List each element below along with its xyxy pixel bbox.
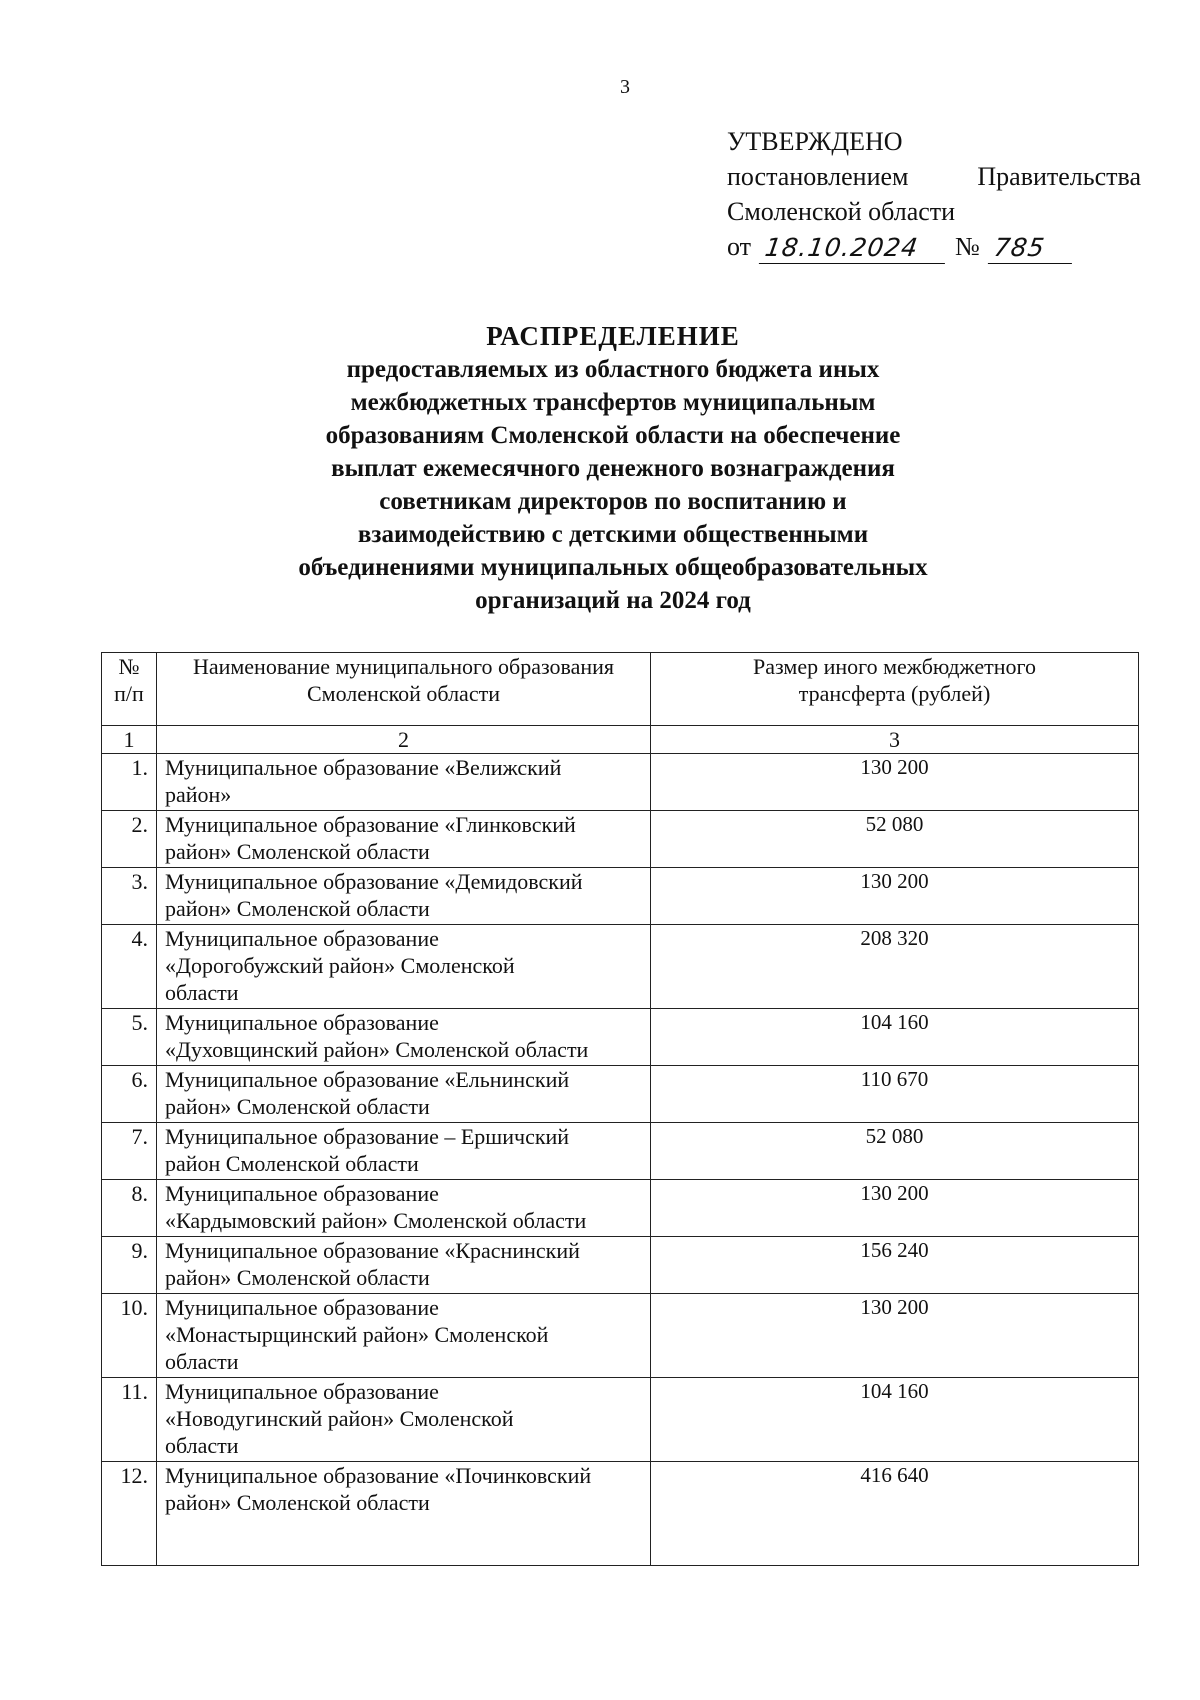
table-row	[102, 925, 1139, 1009]
header-amount-line: Размер иного межбюджетного	[753, 654, 1036, 679]
number-sign: №	[955, 232, 980, 261]
municipality-name-line: «Духовщинский район» Смоленской области	[165, 1037, 589, 1062]
transfer-amount: 130 200	[651, 754, 1139, 811]
approval-heading: УТВЕРЖДЕНО	[727, 127, 903, 156]
table-row	[102, 1009, 1139, 1066]
municipality-name	[157, 925, 651, 1009]
municipality-name-line: район» Смоленской области	[165, 1094, 430, 1119]
municipality-name-line: Муниципальное образование «Велижский	[165, 755, 562, 780]
municipality-name-line: Муниципальное образование	[165, 1379, 439, 1404]
header-municipality-line: Смоленской области	[307, 681, 500, 706]
approval-word-government: Правительства	[977, 162, 1141, 191]
title-line: образованиям Смоленской области на обеспечение	[325, 422, 901, 449]
row-number: 8.	[102, 1180, 157, 1237]
table-row	[102, 1180, 1139, 1237]
municipality-name-line: «Кардымовский район» Смоленской области	[165, 1208, 587, 1233]
municipality-name-line: «Дорогобужский район» Смоленской	[165, 953, 515, 978]
transfer-amount: 52 080	[651, 811, 1139, 868]
transfer-amount: 130 200	[651, 868, 1139, 925]
document-title	[0, 320, 1200, 617]
approval-region: Смоленской области	[727, 197, 956, 226]
row-number: 9.	[102, 1237, 157, 1294]
page-number: 3	[620, 76, 630, 98]
title-line: выплат ежемесячного денежного вознаграждения	[331, 455, 895, 482]
municipality-name-line: район» Смоленской области	[165, 1490, 430, 1515]
column-index: 2	[157, 726, 651, 754]
row-number: 4.	[102, 925, 157, 1009]
header-number-line: п/п	[114, 681, 144, 706]
table-row	[102, 1378, 1139, 1462]
municipality-name	[157, 1009, 651, 1066]
approval-block	[727, 124, 1141, 264]
transfer-amount: 52 080	[651, 1123, 1139, 1180]
header-amount-line: трансферта (рублей)	[798, 681, 991, 706]
row-number: 12.	[102, 1462, 157, 1566]
municipality-name-line: области	[165, 1433, 239, 1458]
transfer-amount: 130 200	[651, 1180, 1139, 1237]
header-municipality-line: Наименование муниципального образования	[192, 654, 615, 679]
municipality-name-line: Муниципальное образование	[165, 1010, 439, 1035]
municipality-name-line: «Монастырщинский район» Смоленской	[165, 1322, 549, 1347]
column-index-row	[102, 726, 1139, 754]
approval-line-2	[727, 159, 1141, 194]
municipality-name-line: район» Смоленской области	[165, 896, 430, 921]
municipality-name-line: Муниципальное образование «Ельнинский	[165, 1067, 570, 1092]
column-index: 3	[651, 726, 1139, 754]
header-municipality	[157, 653, 651, 726]
title-line: объединениями муниципальных общеобразовательных	[298, 554, 928, 581]
column-index: 1	[102, 726, 157, 754]
table-row	[102, 868, 1139, 925]
header-amount	[651, 653, 1139, 726]
municipality-name	[157, 811, 651, 868]
municipality-name-line: Муниципальное образование	[165, 926, 439, 951]
approval-date-line	[727, 229, 1141, 264]
municipality-name	[157, 1462, 651, 1566]
municipality-name	[157, 1237, 651, 1294]
municipality-name	[157, 1294, 651, 1378]
table-header-row	[102, 653, 1139, 726]
municipality-name-line: области	[165, 1349, 239, 1374]
table-row	[102, 1123, 1139, 1180]
transfer-amount: 416 640	[651, 1462, 1139, 1566]
municipality-name-line: район» Смоленской области	[165, 839, 430, 864]
municipality-name	[157, 1066, 651, 1123]
row-number: 5.	[102, 1009, 157, 1066]
municipality-name-line: области	[165, 980, 239, 1005]
transfer-amount: 208 320	[651, 925, 1139, 1009]
handwritten-number: 785	[988, 233, 1076, 264]
row-number: 1.	[102, 754, 157, 811]
municipality-name	[157, 754, 651, 811]
municipality-name-line: Муниципальное образование	[165, 1181, 439, 1206]
row-number: 7.	[102, 1123, 157, 1180]
municipality-name	[157, 1378, 651, 1462]
title-line: предоставляемых из областного бюджета иных	[346, 356, 880, 383]
transfer-amount: 104 160	[651, 1378, 1139, 1462]
municipality-name	[157, 1123, 651, 1180]
table-row	[102, 754, 1139, 811]
table-row	[102, 811, 1139, 868]
handwritten-date: 18.10.2024	[759, 233, 949, 264]
row-number: 11.	[102, 1378, 157, 1462]
header-number	[102, 653, 157, 726]
row-number: 3.	[102, 868, 157, 925]
title-line: взаимодействию с детскими общественными	[357, 521, 869, 548]
municipality-name-line: Муниципальное образование «Краснинский	[165, 1238, 580, 1263]
municipality-name	[157, 1180, 651, 1237]
municipality-name-line: Муниципальное образование «Глинковский	[165, 812, 576, 837]
title-line: межбюджетных трансфертов муниципальным	[350, 389, 876, 416]
municipality-name-line: Муниципальное образование «Демидовский	[165, 869, 583, 894]
title-line: советникам директоров по воспитанию и	[379, 488, 847, 515]
table-row	[102, 1066, 1139, 1123]
title-main: РАСПРЕДЕЛЕНИЕ	[486, 321, 740, 351]
allocation-table	[101, 652, 1139, 1566]
row-number: 10.	[102, 1294, 157, 1378]
municipality-name	[157, 868, 651, 925]
transfer-amount: 156 240	[651, 1237, 1139, 1294]
title-line: организаций на 2024 год	[475, 587, 751, 614]
table-row	[102, 1237, 1139, 1294]
municipality-name-line: Муниципальное образование	[165, 1295, 439, 1320]
transfer-amount: 104 160	[651, 1009, 1139, 1066]
municipality-name-line: Муниципальное образование «Починковский	[165, 1463, 592, 1488]
municipality-name-line: Муниципальное образование – Ершичский	[165, 1124, 570, 1149]
transfer-amount: 110 670	[651, 1066, 1139, 1123]
transfer-amount: 130 200	[651, 1294, 1139, 1378]
row-number: 2.	[102, 811, 157, 868]
table-row	[102, 1294, 1139, 1378]
header-number-line: №	[118, 654, 140, 679]
row-number: 6.	[102, 1066, 157, 1123]
approval-word-resolution: постановлением	[727, 162, 909, 191]
municipality-name-line: «Новодугинский район» Смоленской	[165, 1406, 514, 1431]
date-prefix: от	[727, 232, 752, 261]
municipality-name-line: район Смоленской области	[165, 1151, 419, 1176]
table-row	[102, 1462, 1139, 1566]
municipality-name-line: район»	[165, 782, 232, 807]
municipality-name-line: район» Смоленской области	[165, 1265, 430, 1290]
table-body	[102, 754, 1139, 1566]
